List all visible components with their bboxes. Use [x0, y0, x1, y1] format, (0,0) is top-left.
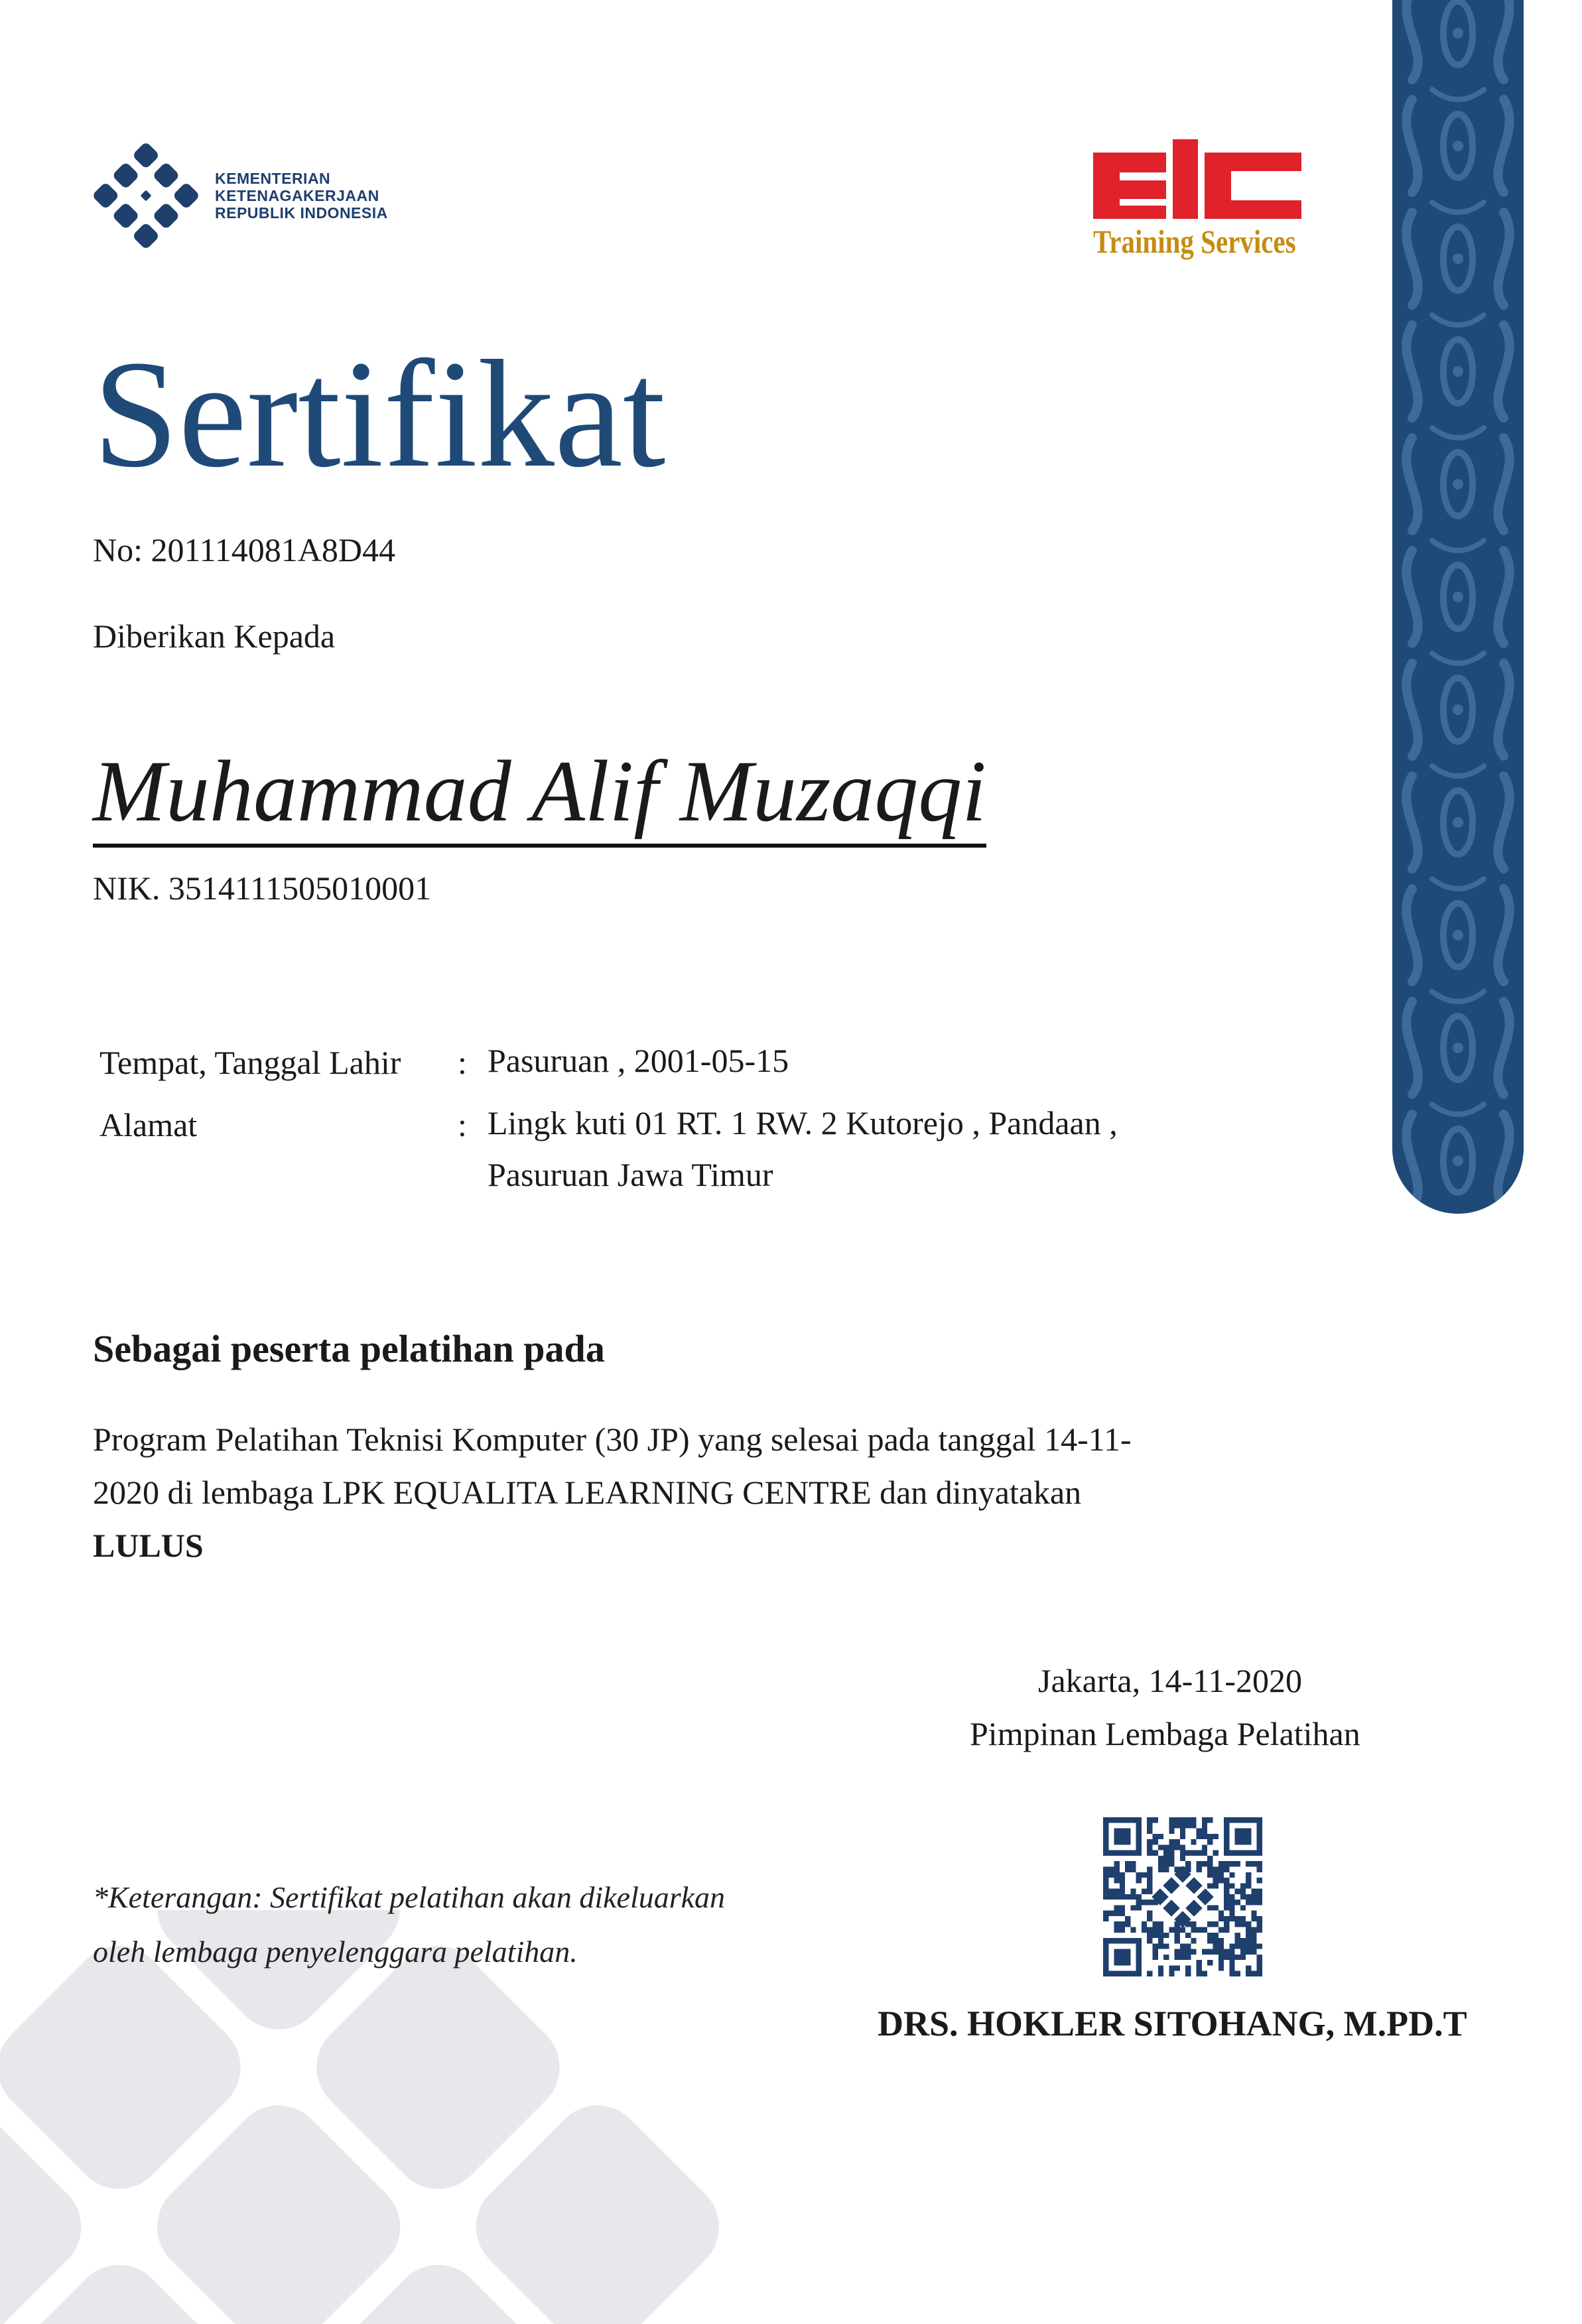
elc-tagline: Training Services	[1093, 223, 1296, 260]
training-line-1: Program Pelatihan Teknisi Komputer (30 JP) yang selesai pada tanggal 14-11-	[93, 1421, 1132, 1458]
address-colon: :	[458, 1106, 467, 1143]
signature-role: Pimpinan Lembaga Pelatihan	[970, 1715, 1360, 1752]
recipient-name: Muhammad Alif Muzaqqi	[93, 742, 986, 848]
training-heading: Sebagai peserta pelatihan pada	[93, 1327, 605, 1370]
signer-name: DRS. HOKLER SITOHANG, M.PD.T	[878, 2004, 1467, 2043]
footnote	[93, 1870, 725, 1979]
certificate-title: Sertifikat	[93, 329, 666, 499]
ministry-logo	[93, 143, 388, 249]
birth-colon: :	[458, 1044, 467, 1081]
ministry-line-2: KETENAGAKERJAAN	[215, 187, 379, 204]
batik-ornament-icon	[1392, 0, 1524, 1214]
decorative-ornament-band	[1392, 0, 1524, 1214]
address-line-2: Pasuruan Jawa Timur	[488, 1156, 773, 1193]
footnote-line-2: oleh lembaga penyelenggara pelatihan.	[93, 1935, 578, 1969]
qr-code-icon	[1103, 1817, 1262, 1976]
ministry-line-3: REPUBLIK INDONESIA	[215, 204, 388, 222]
footnote-line-1: *Keterangan: Sertifikat pelatihan akan dikeluarkan	[93, 1880, 726, 1914]
recipient-nik: NIK. 3514111505010001	[93, 870, 432, 907]
training-result: LULUS	[93, 1527, 204, 1564]
birth-value: Pasuruan , 2001-05-15	[488, 1042, 789, 1079]
address-label: Alamat	[99, 1106, 198, 1143]
ministry-name	[215, 170, 388, 222]
certificate-number: No: 201114081A8D44	[93, 531, 396, 568]
kemnaker-diamond-knot-icon	[93, 143, 199, 249]
elc-logo-icon	[1088, 133, 1307, 224]
given-to-label: Diberikan Kepada	[93, 617, 336, 655]
ministry-line-1: KEMENTERIAN	[215, 170, 331, 187]
birth-label: Tempat, Tanggal Lahir	[99, 1044, 401, 1081]
signature-place-date: Jakarta, 14-11-2020	[1038, 1662, 1303, 1699]
address-value	[488, 1097, 1118, 1200]
address-line-1: Lingk kuti 01 RT. 1 RW. 2 Kutorejo , Pandaan ,	[488, 1104, 1118, 1141]
elc-training-logo	[1088, 133, 1307, 272]
training-description	[93, 1413, 1287, 1572]
training-line-2: 2020 di lembaga LPK EQUALITA LEARNING CENTRE dan dinyatakan	[93, 1474, 1082, 1511]
